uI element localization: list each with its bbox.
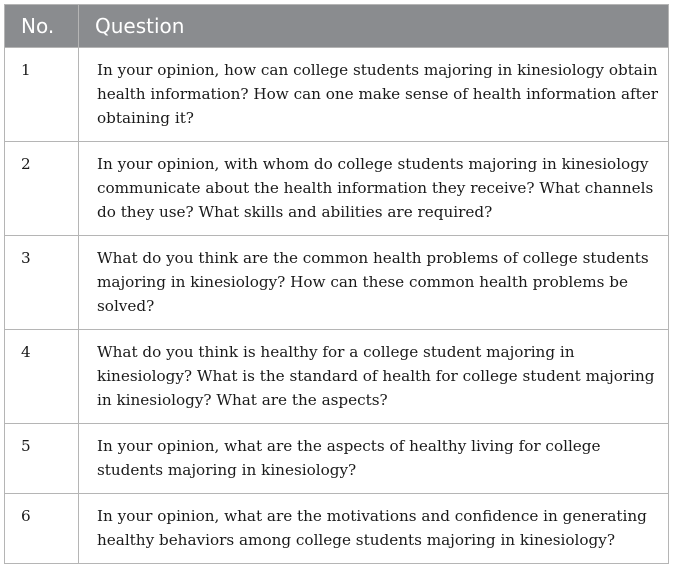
table-row [5, 142, 669, 236]
row-question: In your opinion, what are the aspects of healthy living for college students majoring in kinesiology? [79, 424, 669, 494]
row-question: What do you think is healthy for a college student majoring in kinesiology? What is the standard of health for college student majoring in kinesiology? What are the aspects? [79, 330, 669, 424]
row-number: 4 [5, 330, 79, 424]
table-row [5, 236, 669, 330]
row-number: 1 [5, 48, 79, 142]
header-question: Question [79, 5, 669, 48]
row-question: What do you think are the common health problems of college students majoring in kinesiology? How can these common health problems be solved? [79, 236, 669, 330]
row-number: 2 [5, 142, 79, 236]
table-row [5, 424, 669, 494]
questions-table [4, 4, 669, 564]
row-number: 5 [5, 424, 79, 494]
row-number: 6 [5, 494, 79, 564]
header-no: No. [5, 5, 79, 48]
row-number: 3 [5, 236, 79, 330]
row-question: In your opinion, with whom do college students majoring in kinesiology communicate about the health information they receive? What channels do they use? What skills and abilities are required? [79, 142, 669, 236]
row-question: In your opinion, how can college students majoring in kinesiology obtain health information? How can one make sense of health information after obtaining it? [79, 48, 669, 142]
table-row [5, 330, 669, 424]
table-row [5, 48, 669, 142]
table-row [5, 494, 669, 564]
header-row [5, 5, 669, 48]
row-question: In your opinion, what are the motivations and confidence in generating healthy behaviors among college students majoring in kinesiology? [79, 494, 669, 564]
